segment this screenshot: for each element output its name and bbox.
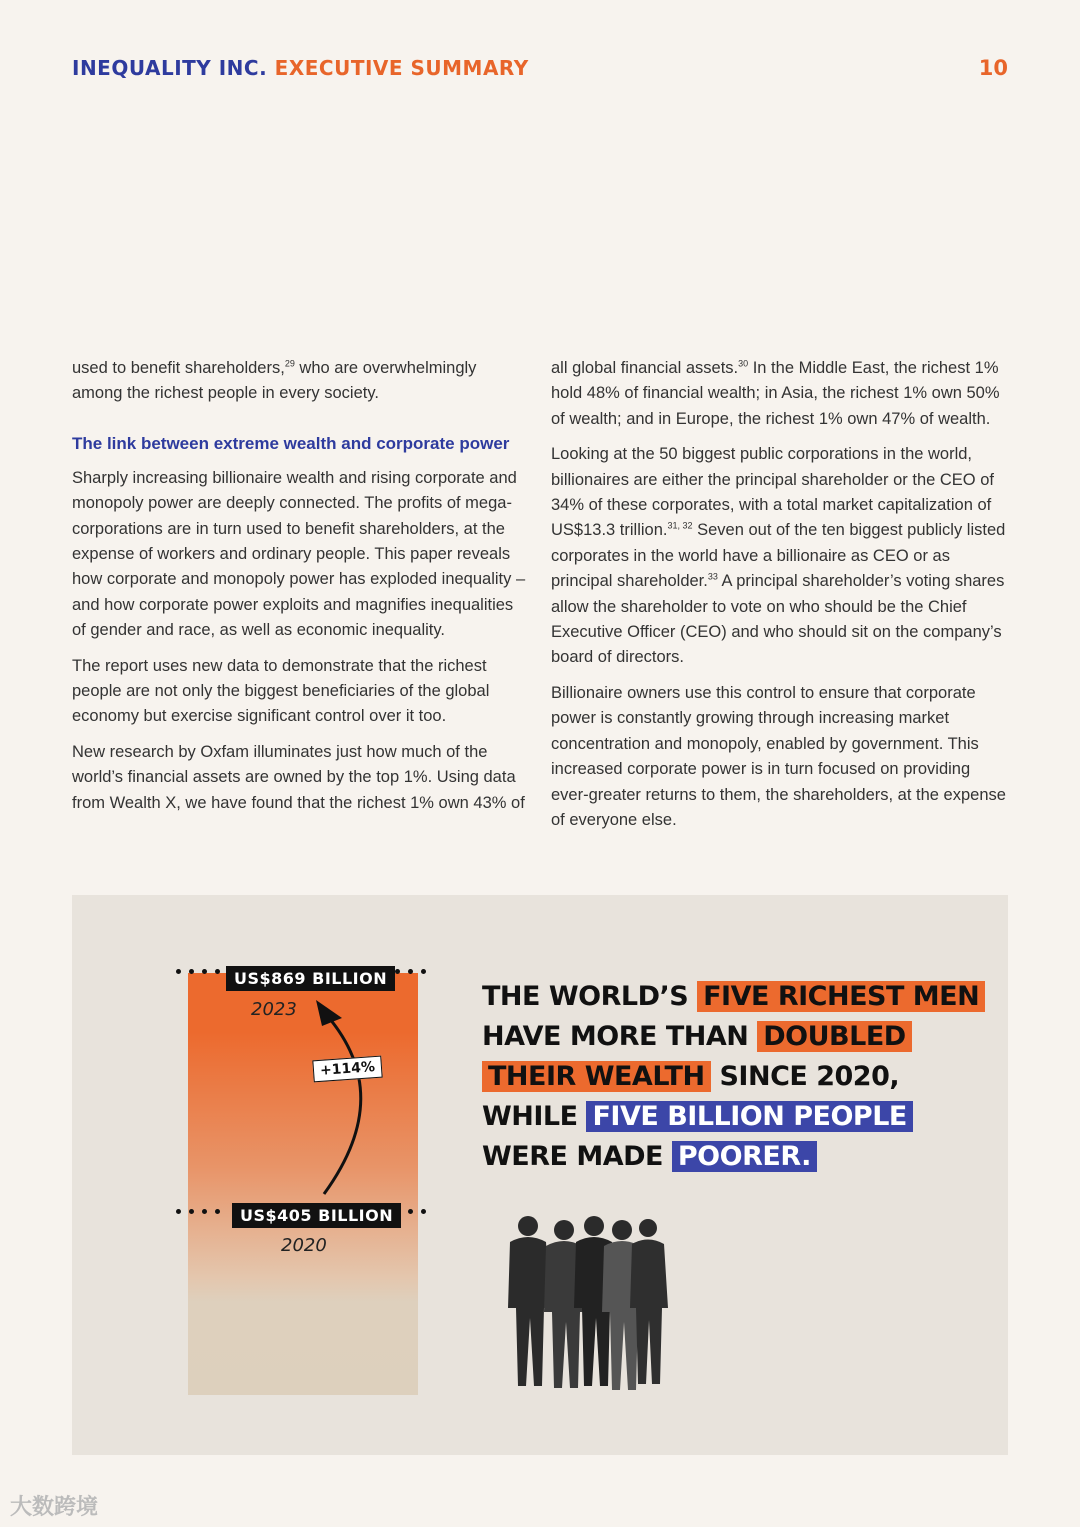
paragraph: Billionaire owners use this control to ensure that corporate power is constantly growing through increasing market concentration and monopoly, enabled by government. This increased corporate power is in turn focused on providing ever-greater returns to them, the shareholders, at the expense of everyone else. [551, 683, 1006, 829]
footnote-ref[interactable]: 31, 32 [667, 520, 693, 531]
headline-line: HAVE MORE THAN DOUBLED [482, 1017, 962, 1057]
paragraph: all global financial assets.$^{30}$ In the Middle East, the richest 1% hold 48% of financial wealth; in Asia, the richest 1% own 50% of wealth; and in Europe, the richest 1% own 47% of wealth. [551, 358, 1000, 428]
page-number: 10 [978, 56, 1008, 80]
infographic-headline [482, 977, 980, 1177]
footnote-ref[interactable]: 33 [707, 571, 718, 582]
dotted-line-bottom-left [176, 1209, 228, 1214]
headline-line: WERE MADE POORER. [482, 1137, 962, 1177]
page-header [72, 56, 1008, 86]
value-2023-label: US$869 BILLION [226, 966, 395, 991]
footnote-ref[interactable]: 29 [284, 358, 295, 369]
infographic-panel [72, 895, 1008, 1455]
footnote-ref[interactable]: 30 [738, 358, 749, 369]
paragraph: New research by Oxfam illuminates just how much of the world’s financial assets are owned by the top 1%. Using data from Wealth X, we have found that the richest 1% own 43% of [72, 742, 525, 812]
left-column [72, 356, 530, 826]
watermark: 大数跨境 [10, 1495, 99, 1520]
year-2020-label: 2020 [281, 1235, 327, 1256]
growth-arrow-icon [302, 998, 372, 1198]
headline-line: THE WORLD’S FIVE RICHEST MEN [482, 977, 962, 1017]
section-subheading: The link between extreme wealth and corporate power [72, 433, 510, 453]
value-2020-label: US$405 BILLION [232, 1203, 401, 1228]
headline-line: THEIR WEALTH SINCE 2020, [482, 1057, 962, 1097]
paragraph: used to benefit shareholders,$^{29}$ who are overwhelmingly among the richest people in every society. [72, 358, 477, 403]
report-title: INEQUALITY INC. [72, 56, 268, 80]
paragraph: Sharply increasing billionaire wealth and rising corporate and monopoly power are deeply connected. The profits of mega-corporations are in turn used to benefit shareholders, at the expense of workers and ordinary people. This paper reveals how corporate and monopoly power has exploded inequality – and how corporate power exploits and magnifies inequalities of gender and race, as well as economic inequality. [72, 468, 526, 640]
five-men-silhouette-icon [496, 1208, 676, 1393]
year-2023-label: 2023 [251, 999, 297, 1020]
dotted-line-top-left [176, 969, 228, 974]
paragraph: The report uses new data to demonstrate that the richest people are not only the biggest beneficiaries of the global economy but exercise significant control over it too. [72, 656, 490, 726]
headline-line: WHILE FIVE BILLION PEOPLE [482, 1097, 962, 1137]
growth-percentage: +114% [312, 1056, 382, 1083]
section-title: EXECUTIVE SUMMARY [274, 56, 529, 80]
right-column [551, 356, 1009, 843]
paragraph: Looking at the 50 biggest public corporations in the world, billionaires are either the principal shareholder or the CEO of 34% of these corporates, with a total market capitalization of US$13.3 trillion.$^{31, 32}$ Seven out of the ten biggest publicly listed corporates in the world have a billionaire as CEO or as principal shareholder.$^{33}$ A principal shareholder’s voting shares allow the shareholder to vote on who should be the Chief Executive Officer (CEO) and who should sit on the company’s board of directors. [551, 445, 1006, 667]
header-title [72, 56, 529, 80]
